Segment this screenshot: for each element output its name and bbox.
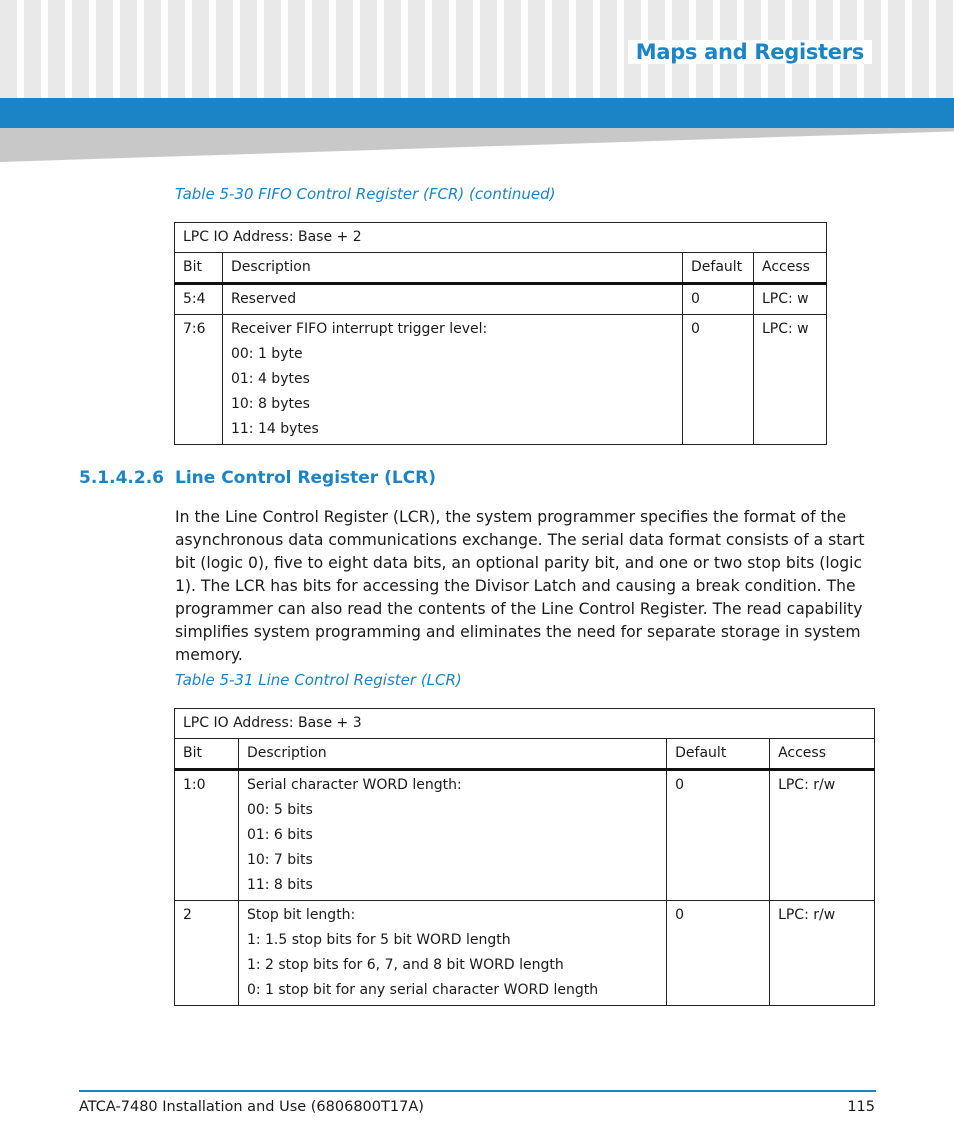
description-line: 01: 6 bits xyxy=(246,827,313,843)
page-number: 115 xyxy=(847,1099,875,1115)
default-cell: 0 xyxy=(683,284,754,315)
access-cell: LPC: r/w xyxy=(770,770,875,901)
description-cell xyxy=(222,284,682,315)
description-line: 0: 1 stop bit for any serial character WORD length xyxy=(246,982,599,998)
bit-cell: 7:6 xyxy=(175,315,223,445)
description-line: 00: 1 byte xyxy=(230,346,303,362)
section-body: In the Line Control Register (LCR), the system programmer specifies the format of the asynchronous data communications exchange. The serial data format consists of a start bit (logic 0), five to eight data bits, an optional parity bit, and one or two stop bits (logic 1). The LCR has bits for accessing the Divisor Latch and causing a break condition. The programmer can also read the contents of the Line Control Register. The read capability simplifies system programming and eliminates the need for separate storage in system memory. xyxy=(175,508,865,664)
column-header-access: Access xyxy=(770,739,875,770)
description-line: 00: 5 bits xyxy=(246,802,313,818)
bit-cell: 2 xyxy=(175,901,239,1006)
table-5-31-caption: Table 5-31 Line Control Register (LCR) xyxy=(175,671,462,689)
default-cell: 0 xyxy=(667,901,770,1006)
bit-cell: 1:0 xyxy=(175,770,239,901)
table-row xyxy=(175,315,827,445)
table-5-30-caption: Table 5-30 FIFO Control Register (FCR) (continued) xyxy=(175,185,556,203)
description-cell xyxy=(238,901,666,1006)
page-header-title: Maps and Registers xyxy=(628,40,872,64)
default-cell: 0 xyxy=(683,315,754,445)
header-band xyxy=(0,98,954,128)
column-header-bit: Bit xyxy=(175,253,223,284)
bit-cell: 5:4 xyxy=(175,284,223,315)
table-address: LPC IO Address: Base + 2 xyxy=(175,223,827,253)
description-cell xyxy=(238,770,666,901)
table-row xyxy=(175,770,875,901)
column-header-bit: Bit xyxy=(175,739,239,770)
column-header-default: Default xyxy=(667,739,770,770)
table-address: LPC IO Address: Base + 3 xyxy=(175,709,875,739)
description-line: 10: 8 bytes xyxy=(230,396,310,412)
header-wedge xyxy=(0,128,954,162)
access-cell: LPC: w xyxy=(754,315,827,445)
description-line: 11: 8 bits xyxy=(246,877,313,893)
column-header-description: Description xyxy=(222,253,682,284)
table-row xyxy=(175,901,875,1006)
table-5-31 xyxy=(174,708,875,1006)
description-line: 10: 7 bits xyxy=(246,852,313,868)
table-5-30 xyxy=(174,222,827,445)
default-cell: 0 xyxy=(667,770,770,901)
description-line: Reserved xyxy=(230,291,297,307)
table-row xyxy=(175,284,827,315)
column-header-default: Default xyxy=(683,253,754,284)
column-header-description: Description xyxy=(238,739,666,770)
description-line: Stop bit length: xyxy=(246,907,356,923)
section-title: Line Control Register (LCR) xyxy=(175,468,437,488)
access-cell: LPC: r/w xyxy=(770,901,875,1006)
description-line: 1: 2 stop bits for 6, 7, and 8 bit WORD length xyxy=(246,957,564,973)
footer-rule xyxy=(79,1090,876,1092)
column-header-access: Access xyxy=(754,253,827,284)
footer-document-title: ATCA-7480 Installation and Use (6806800T17A) xyxy=(79,1099,424,1115)
access-cell: LPC: w xyxy=(754,284,827,315)
description-line: 1: 1.5 stop bits for 5 bit WORD length xyxy=(246,932,511,948)
description-line: Serial character WORD length: xyxy=(246,777,462,793)
section-number: 5.1.4.2.6 xyxy=(79,468,164,488)
description-line: 01: 4 bytes xyxy=(230,371,310,387)
description-cell xyxy=(222,315,682,445)
description-line: Receiver FIFO interrupt trigger level: xyxy=(230,321,488,337)
description-line: 11: 14 bytes xyxy=(230,421,319,437)
